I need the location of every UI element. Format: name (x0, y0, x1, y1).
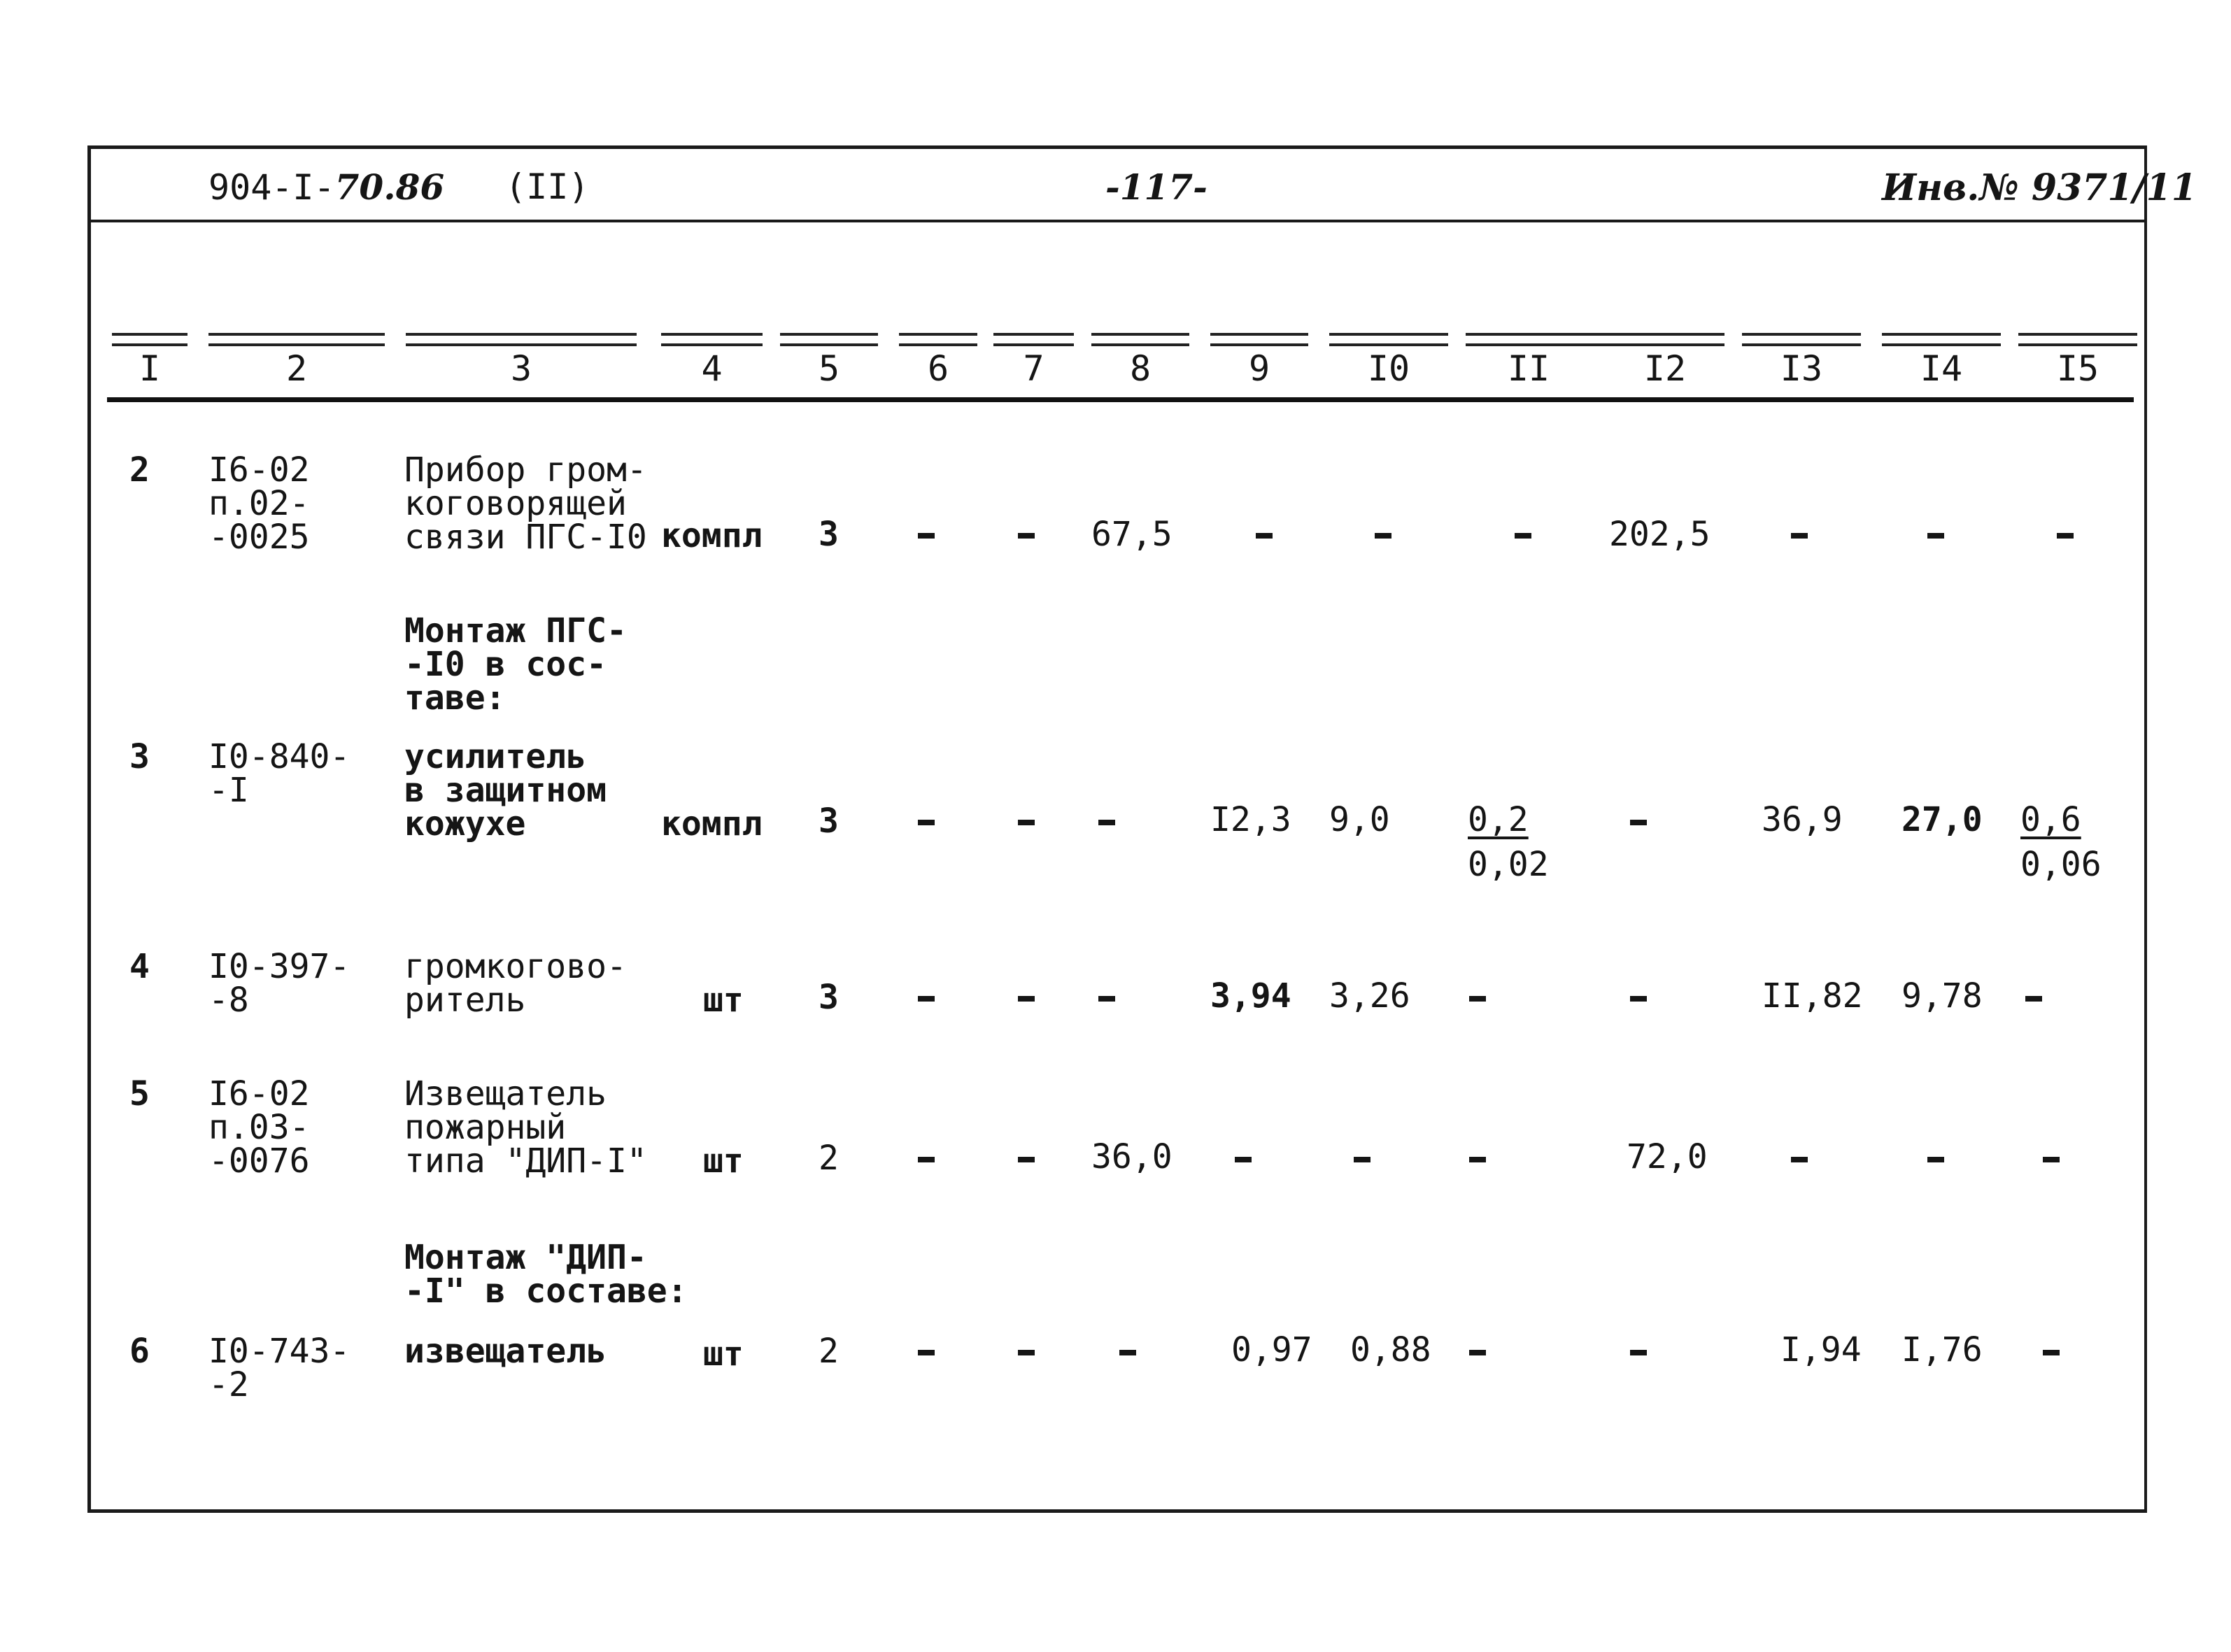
column-double-rule (208, 333, 385, 346)
row-number: 5 (129, 1074, 150, 1113)
unit: компл (661, 804, 763, 843)
dash (1927, 533, 1944, 539)
value-col14: 9,78 (1901, 976, 1983, 1016)
dash (1354, 1157, 1371, 1162)
rate-code: I0-397- -8 (208, 947, 350, 1020)
item-name: извещатель (404, 1332, 607, 1371)
dash (1235, 1157, 1252, 1162)
column-double-rule (406, 333, 637, 346)
unit: шт (703, 1141, 744, 1181)
dash (1098, 820, 1115, 825)
column-number: 4 (701, 348, 723, 389)
dash (918, 1350, 935, 1355)
quantity: 2 (819, 1332, 839, 1371)
item-name: Прибор гром- коговорящей связи ПГС-I0 (404, 450, 647, 557)
rate-code: I6-02 п.02- -0025 (208, 450, 310, 557)
dash (1469, 1157, 1486, 1162)
value-col8: 36,0 (1091, 1137, 1173, 1176)
column-double-rule (661, 333, 763, 346)
column-double-rule (1882, 333, 2001, 346)
dash (1119, 1350, 1136, 1355)
column-double-rule (899, 333, 977, 346)
document-code: 904-I-70.86 (208, 166, 445, 208)
rate-code: I0-840- -I (208, 737, 350, 810)
row-number: 3 (129, 737, 150, 776)
value-col15-numerator: 0,6 (2020, 800, 2081, 839)
dash (1515, 533, 1531, 539)
column-double-rule (1210, 333, 1308, 346)
column-number: 3 (510, 348, 532, 389)
dash (918, 820, 935, 825)
value-col10: 0,88 (1350, 1330, 1431, 1369)
quantity: 2 (819, 1139, 839, 1178)
value-col13: I,94 (1780, 1330, 1862, 1369)
column-number: 5 (818, 348, 840, 389)
dash (1630, 996, 1647, 1002)
section-number: (II) (505, 166, 590, 207)
dash (918, 996, 935, 1002)
dash (1791, 533, 1808, 539)
column-number: I2 (1643, 348, 1687, 389)
dash (1018, 1350, 1035, 1355)
dash (2043, 1350, 2060, 1355)
value-col9: 3,94 (1210, 976, 1291, 1016)
column-number: 7 (1023, 348, 1044, 389)
value-col11-denominator: 0,02 (1468, 845, 1549, 884)
dash (1018, 996, 1035, 1002)
dash (1256, 533, 1273, 539)
column-double-rule (1742, 333, 1861, 346)
column-number: 8 (1129, 348, 1152, 389)
column-number: II (1507, 348, 1550, 389)
column-number: I (139, 348, 161, 389)
column-double-rule (1329, 333, 1448, 346)
header-thick-rule (107, 397, 2134, 402)
dash (1927, 1157, 1944, 1162)
dash (1630, 820, 1647, 825)
column-number: 6 (927, 348, 949, 389)
value-col13: 36,9 (1762, 800, 1843, 839)
unit: шт (703, 981, 744, 1020)
dash (1018, 820, 1035, 825)
dash (918, 533, 935, 539)
section-subheading: Монтаж ПГС- -I0 в сос- таве: (404, 611, 627, 718)
value-col15-denominator: 0,06 (2020, 845, 2102, 884)
column-double-rule (1091, 333, 1189, 346)
quantity: 3 (819, 978, 839, 1017)
value-col10: 3,26 (1329, 976, 1410, 1016)
value-col8: 67,5 (1091, 515, 1173, 554)
dash (918, 1157, 935, 1162)
item-name: усилитель в защитном кожухе (404, 737, 607, 843)
column-number: I4 (1920, 348, 1963, 389)
column-double-rule (2018, 333, 2137, 346)
value-col9: I2,3 (1210, 800, 1291, 839)
section-subheading: Монтаж "ДИП- -I" в составе: (404, 1238, 688, 1311)
inventory-number: Инв.№ 9371/11 (1882, 166, 2197, 209)
page-number: -117- (1105, 166, 1207, 208)
column-double-rule (1466, 333, 1623, 346)
dash (1630, 1350, 1647, 1355)
value-col14: I,76 (1901, 1330, 1983, 1369)
row-number: 6 (129, 1332, 150, 1371)
column-number: I0 (1367, 348, 1410, 389)
value-col13: II,82 (1762, 976, 1863, 1016)
column-number: I3 (1780, 348, 1823, 389)
dash (1469, 996, 1486, 1002)
rate-code: I0-743- -2 (208, 1332, 350, 1404)
dash (1018, 1157, 1035, 1162)
column-double-rule (993, 333, 1074, 346)
dash (1791, 1157, 1808, 1162)
value-col10: 9,0 (1329, 800, 1390, 839)
quantity: 3 (819, 515, 839, 554)
value-col11-numerator: 0,2 (1468, 800, 1529, 839)
rate-code: I6-02 п.03- -0076 (208, 1074, 310, 1181)
item-name: Извещатель пожарный типа "ДИП-I" (404, 1074, 647, 1181)
header-rule (87, 220, 2147, 222)
value-col12: 72,0 (1627, 1137, 1708, 1176)
dash (1018, 533, 1035, 539)
dash (1098, 996, 1115, 1002)
value-col14: 27,0 (1901, 800, 1983, 839)
column-double-rule (1606, 333, 1724, 346)
unit: шт (703, 1334, 744, 1374)
value-col9: 0,97 (1231, 1330, 1312, 1369)
dash (1375, 533, 1391, 539)
column-double-rule (112, 333, 187, 346)
row-number: 2 (129, 450, 150, 490)
dash (1469, 1350, 1486, 1355)
row-number: 4 (129, 947, 150, 986)
column-double-rule (780, 333, 878, 346)
quantity: 3 (819, 802, 839, 841)
dash (2025, 996, 2042, 1002)
column-number: 9 (1248, 348, 1270, 389)
dash (2057, 533, 2074, 539)
column-number: I5 (2056, 348, 2099, 389)
column-number: 2 (285, 348, 308, 389)
item-name: громкогово- ритель (404, 947, 627, 1020)
unit: компл (661, 516, 763, 555)
value-col12: 202,5 (1609, 515, 1711, 554)
dash (2043, 1157, 2060, 1162)
